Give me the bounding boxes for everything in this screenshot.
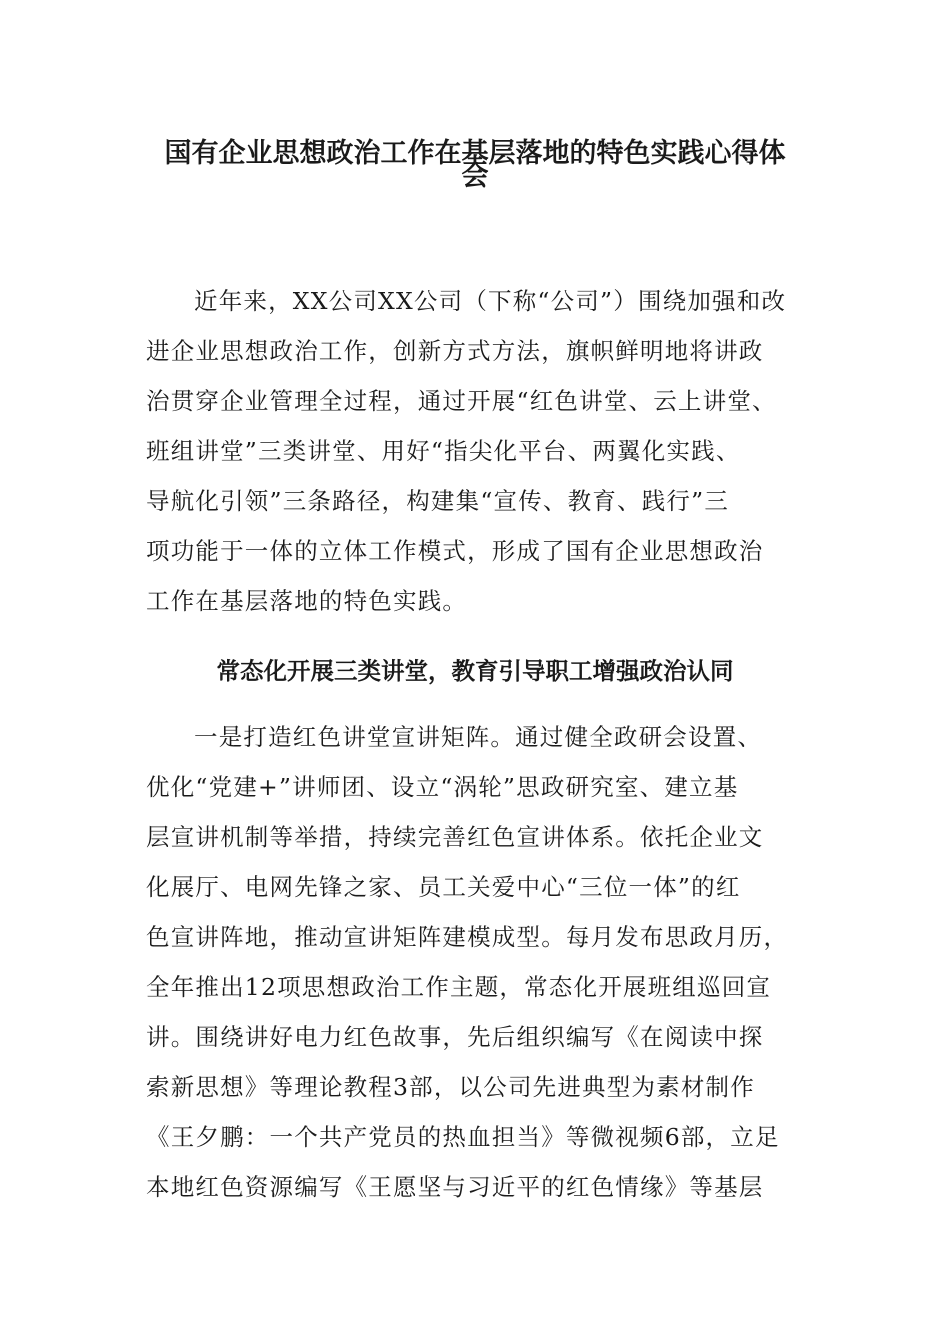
intro-line: 治贯穿企业管理全过程，通过开展“红色讲堂、云上讲堂、 xyxy=(146,387,777,415)
document-title-line-2: 会 xyxy=(461,161,489,192)
intro-line: 工作在基层落地的特色实践。 xyxy=(146,587,468,615)
section-line: 一是打造红色讲堂宣讲矩阵。通过健全政研会设置、 xyxy=(194,723,763,751)
section-line: 索新思想》等理论教程3部，以公司先进典型为素材制作 xyxy=(146,1073,755,1101)
intro-line: 近年来，XX公司XX公司（下称“公司”）围绕加强和改 xyxy=(194,287,787,315)
intro-line: 班组讲堂”三类讲堂、用好“指尖化平台、两翼化实践、 xyxy=(146,437,741,465)
section-line: 色宣讲阵地，推动宣讲矩阵建模成型。每月发布思政月历， xyxy=(146,923,789,951)
intro-line: 导航化引领”三条路径，构建集“宣传、教育、践行”三 xyxy=(146,487,730,515)
section-line: 层宣讲机制等举措，持续完善红色宣讲体系。依托企业文 xyxy=(146,823,764,851)
section-line: 本地红色资源编写《王愿坚与习近平的红色情缘》等基层 xyxy=(146,1173,764,1201)
intro-line: 进企业思想政治工作，创新方式方法，旗帜鲜明地将讲政 xyxy=(146,337,764,365)
section-line: 优化“党建+”讲师团、设立“涡轮”思政研究室、建立基 xyxy=(146,773,739,801)
section-line: 全年推出12项思想政治工作主题，常态化开展班组巡回宣 xyxy=(146,973,772,1001)
section-line: 化展厅、电网先锋之家、员工关爱中心“三位一体”的红 xyxy=(146,873,741,901)
section-line: 《王夕鹏：一个共产党员的热血担当》等微视频6部，立足 xyxy=(146,1123,780,1151)
section-heading: 常态化开展三类讲堂，教育引导职工增强政治认同 xyxy=(216,657,734,685)
section-line: 讲。围绕讲好电力红色故事，先后组织编写《在阅读中探 xyxy=(146,1023,764,1051)
intro-line: 项功能于一体的立体工作模式，形成了国有企业思想政治 xyxy=(146,537,764,565)
document-title-line-1: 国有企业思想政治工作在基层落地的特色实践心得体 xyxy=(164,138,786,169)
